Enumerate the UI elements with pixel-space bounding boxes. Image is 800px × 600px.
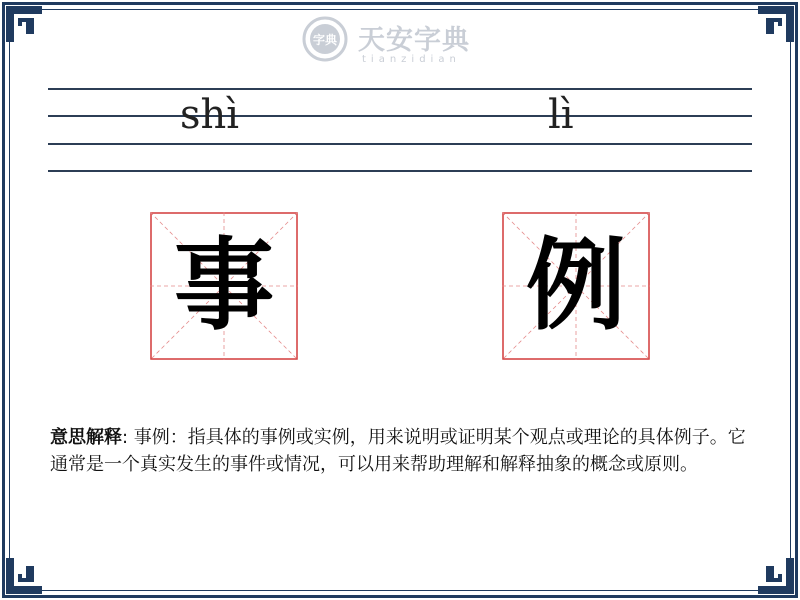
corner-ornament-icon	[756, 4, 796, 44]
site-logo	[302, 14, 502, 72]
meaning-label: 意思解释	[50, 427, 122, 448]
meaning-text: 事例：指具体的事例或实例，用来说明或证明某个观点或理论的具体例子。它通常是一个真实发生的事件或情况，可以用来帮助理解和解释抽象的概念或原则。	[50, 427, 746, 475]
svg-text:字典: 字典	[312, 33, 338, 47]
pinyin-line	[48, 143, 752, 145]
inner-border	[9, 9, 791, 591]
logo-subtitle: tianzidian	[362, 54, 461, 65]
pinyin-line	[48, 170, 752, 172]
pinyin-syllable: lì	[548, 92, 574, 138]
character-grid	[502, 212, 650, 360]
character-grid	[150, 212, 298, 360]
pinyin-line	[48, 115, 752, 117]
pinyin-line	[48, 88, 752, 90]
corner-ornament-icon	[4, 4, 44, 44]
hanzi-character: 事	[174, 227, 274, 344]
meaning-paragraph	[50, 424, 760, 478]
meaning-colon: :	[122, 427, 134, 448]
corner-ornament-icon	[4, 556, 44, 596]
corner-ornament-icon	[756, 556, 796, 596]
seal-logo-icon	[302, 16, 348, 62]
pinyin-syllable: shì	[180, 92, 240, 138]
logo-title: 天安字典	[358, 25, 470, 56]
hanzi-character: 例	[526, 227, 626, 344]
